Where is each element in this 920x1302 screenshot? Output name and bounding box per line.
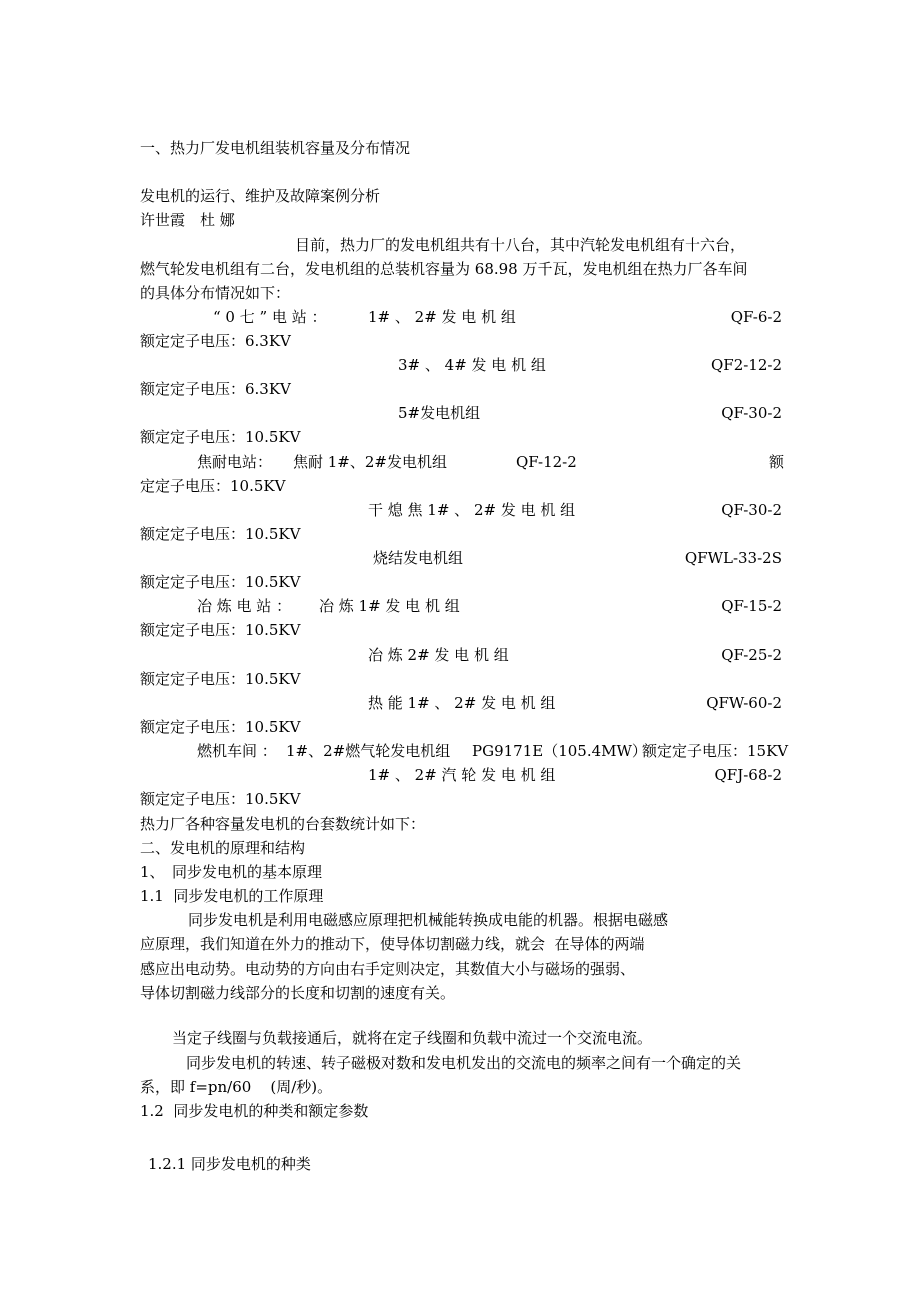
unit-model: QFW-60-2 <box>706 694 782 712</box>
subsection-heading: 1.2.1 同步发电机的种类 <box>148 1155 311 1173</box>
section-heading-1: 一、热力厂发电机组装机容量及分布情况 <box>140 139 411 157</box>
unit-model: QF-30-2 <box>721 501 782 519</box>
paragraph-line: 应原理，我们知道在外力的推动下，使导体切割磁力线，就会 在导体的两端 <box>140 935 645 953</box>
unit-model: QFJ-68-2 <box>714 766 782 784</box>
section-heading-2: 二、发电机的原理和结构 <box>140 839 306 857</box>
unit-voltage: 额定定子电压：6.3KV <box>140 332 291 350</box>
unit-voltage: 额定定子电压：10.5KV <box>140 718 301 736</box>
intro-paragraph-line: 燃气轮发电机组有二台，发电机组的总装机容量为 68.98 万千瓦，发电机组在热力厂各车间 <box>140 260 748 278</box>
unit-voltage: 定定子电压：10.5KV <box>140 477 286 495</box>
unit-voltage-head: 额 <box>768 453 784 471</box>
station-label: 冶 炼 电 站 ： <box>197 597 292 615</box>
paragraph-line: 当定子线圈与负载接通后，就将在定子线圈和负载中流过一个交流电流。 <box>172 1029 653 1047</box>
unit-name: 1# 、 2# 汽 轮 发 电 机 组 <box>368 766 556 784</box>
unit-voltage: 额定定子电压：10.5KV <box>140 670 301 688</box>
unit-name: 5#发电机组 <box>398 404 481 422</box>
unit-model: QF-25-2 <box>721 646 782 664</box>
unit-model: QFWL-33-2S <box>684 549 782 567</box>
unit-name: 冶 炼 2# 发 电 机 组 <box>368 646 509 664</box>
station-label: “ 0 七 ” 电 站 ： <box>213 308 327 326</box>
station-label: 焦耐电站： <box>197 453 273 471</box>
paragraph-line: 感应出电动势。电动势的方向由右手定则决定，其数值大小与磁场的强弱、 <box>140 960 636 978</box>
intro-paragraph-line: 目前，热力厂的发电机组共有十八台，其中汽轮发电机组有十六台， <box>295 236 746 254</box>
authors: 许世霞 杜 娜 <box>140 211 235 229</box>
subsection-heading: 1、 同步发电机的基本原理 <box>140 863 323 881</box>
unit-name: 1# 、 2# 发 电 机 组 <box>368 308 516 326</box>
station-label: 燃机车间 ： <box>197 742 277 760</box>
unit-model: QF-30-2 <box>721 404 782 422</box>
unit-name: 冶 炼 1# 发 电 机 组 <box>319 597 460 615</box>
unit-name: 干 熄 焦 1# 、 2# 发 电 机 组 <box>368 501 576 519</box>
intro-paragraph-line: 的具体分布情况如下： <box>140 284 291 302</box>
paragraph-line: 导体切割磁力线部分的长度和切割的速度有关。 <box>140 984 456 1002</box>
unit-voltage: 额定定子电压：10.5KV <box>140 525 301 543</box>
unit-model: PG9171E（105.4MW） <box>472 742 647 760</box>
subsection-heading: 1.2 同步发电机的种类和额定参数 <box>140 1102 369 1120</box>
paragraph-line: 同步发电机是利用电磁感应原理把机械能转换成电能的机器。根据电磁感 <box>188 911 669 929</box>
unit-voltage: 额定定子电压：6.3KV <box>140 380 291 398</box>
paragraph-line: 系，即 f=pn/60 (周/秒)。 <box>140 1078 333 1096</box>
paragraph-line: 同步发电机的转速、转子磁极对数和发电机发出的交流电的频率之间有一个确定的关 <box>186 1054 742 1072</box>
unit-voltage: 额定定子电压：10.5KV <box>140 790 301 808</box>
unit-voltage: 额定定子电压：10.5KV <box>140 621 301 639</box>
unit-name: 3# 、 4# 发 电 机 组 <box>398 356 546 374</box>
unit-name: 焦耐 1#、2#发电机组 <box>293 453 447 471</box>
unit-name: 1#、2#燃气轮发电机组 <box>286 742 451 760</box>
subsection-heading: 1.1 同步发电机的工作原理 <box>140 887 324 905</box>
unit-name: 烧结发电机组 <box>373 549 464 567</box>
unit-model: QF-15-2 <box>721 597 782 615</box>
unit-name: 热 能 1# 、 2# 发 电 机 组 <box>368 694 556 712</box>
article-title: 发电机的运行、维护及故障案例分析 <box>140 187 381 205</box>
unit-voltage: 额定定子电压：10.5KV <box>140 428 301 446</box>
unit-voltage: 额定定子电压：15KV <box>642 742 789 760</box>
unit-model: QF-12-2 <box>516 453 577 471</box>
unit-voltage: 额定定子电压：10.5KV <box>140 573 301 591</box>
stats-intro: 热力厂各种容量发电机的台套数统计如下： <box>140 815 426 833</box>
unit-model: QF2-12-2 <box>710 356 782 374</box>
unit-model: QF-6-2 <box>730 308 782 326</box>
